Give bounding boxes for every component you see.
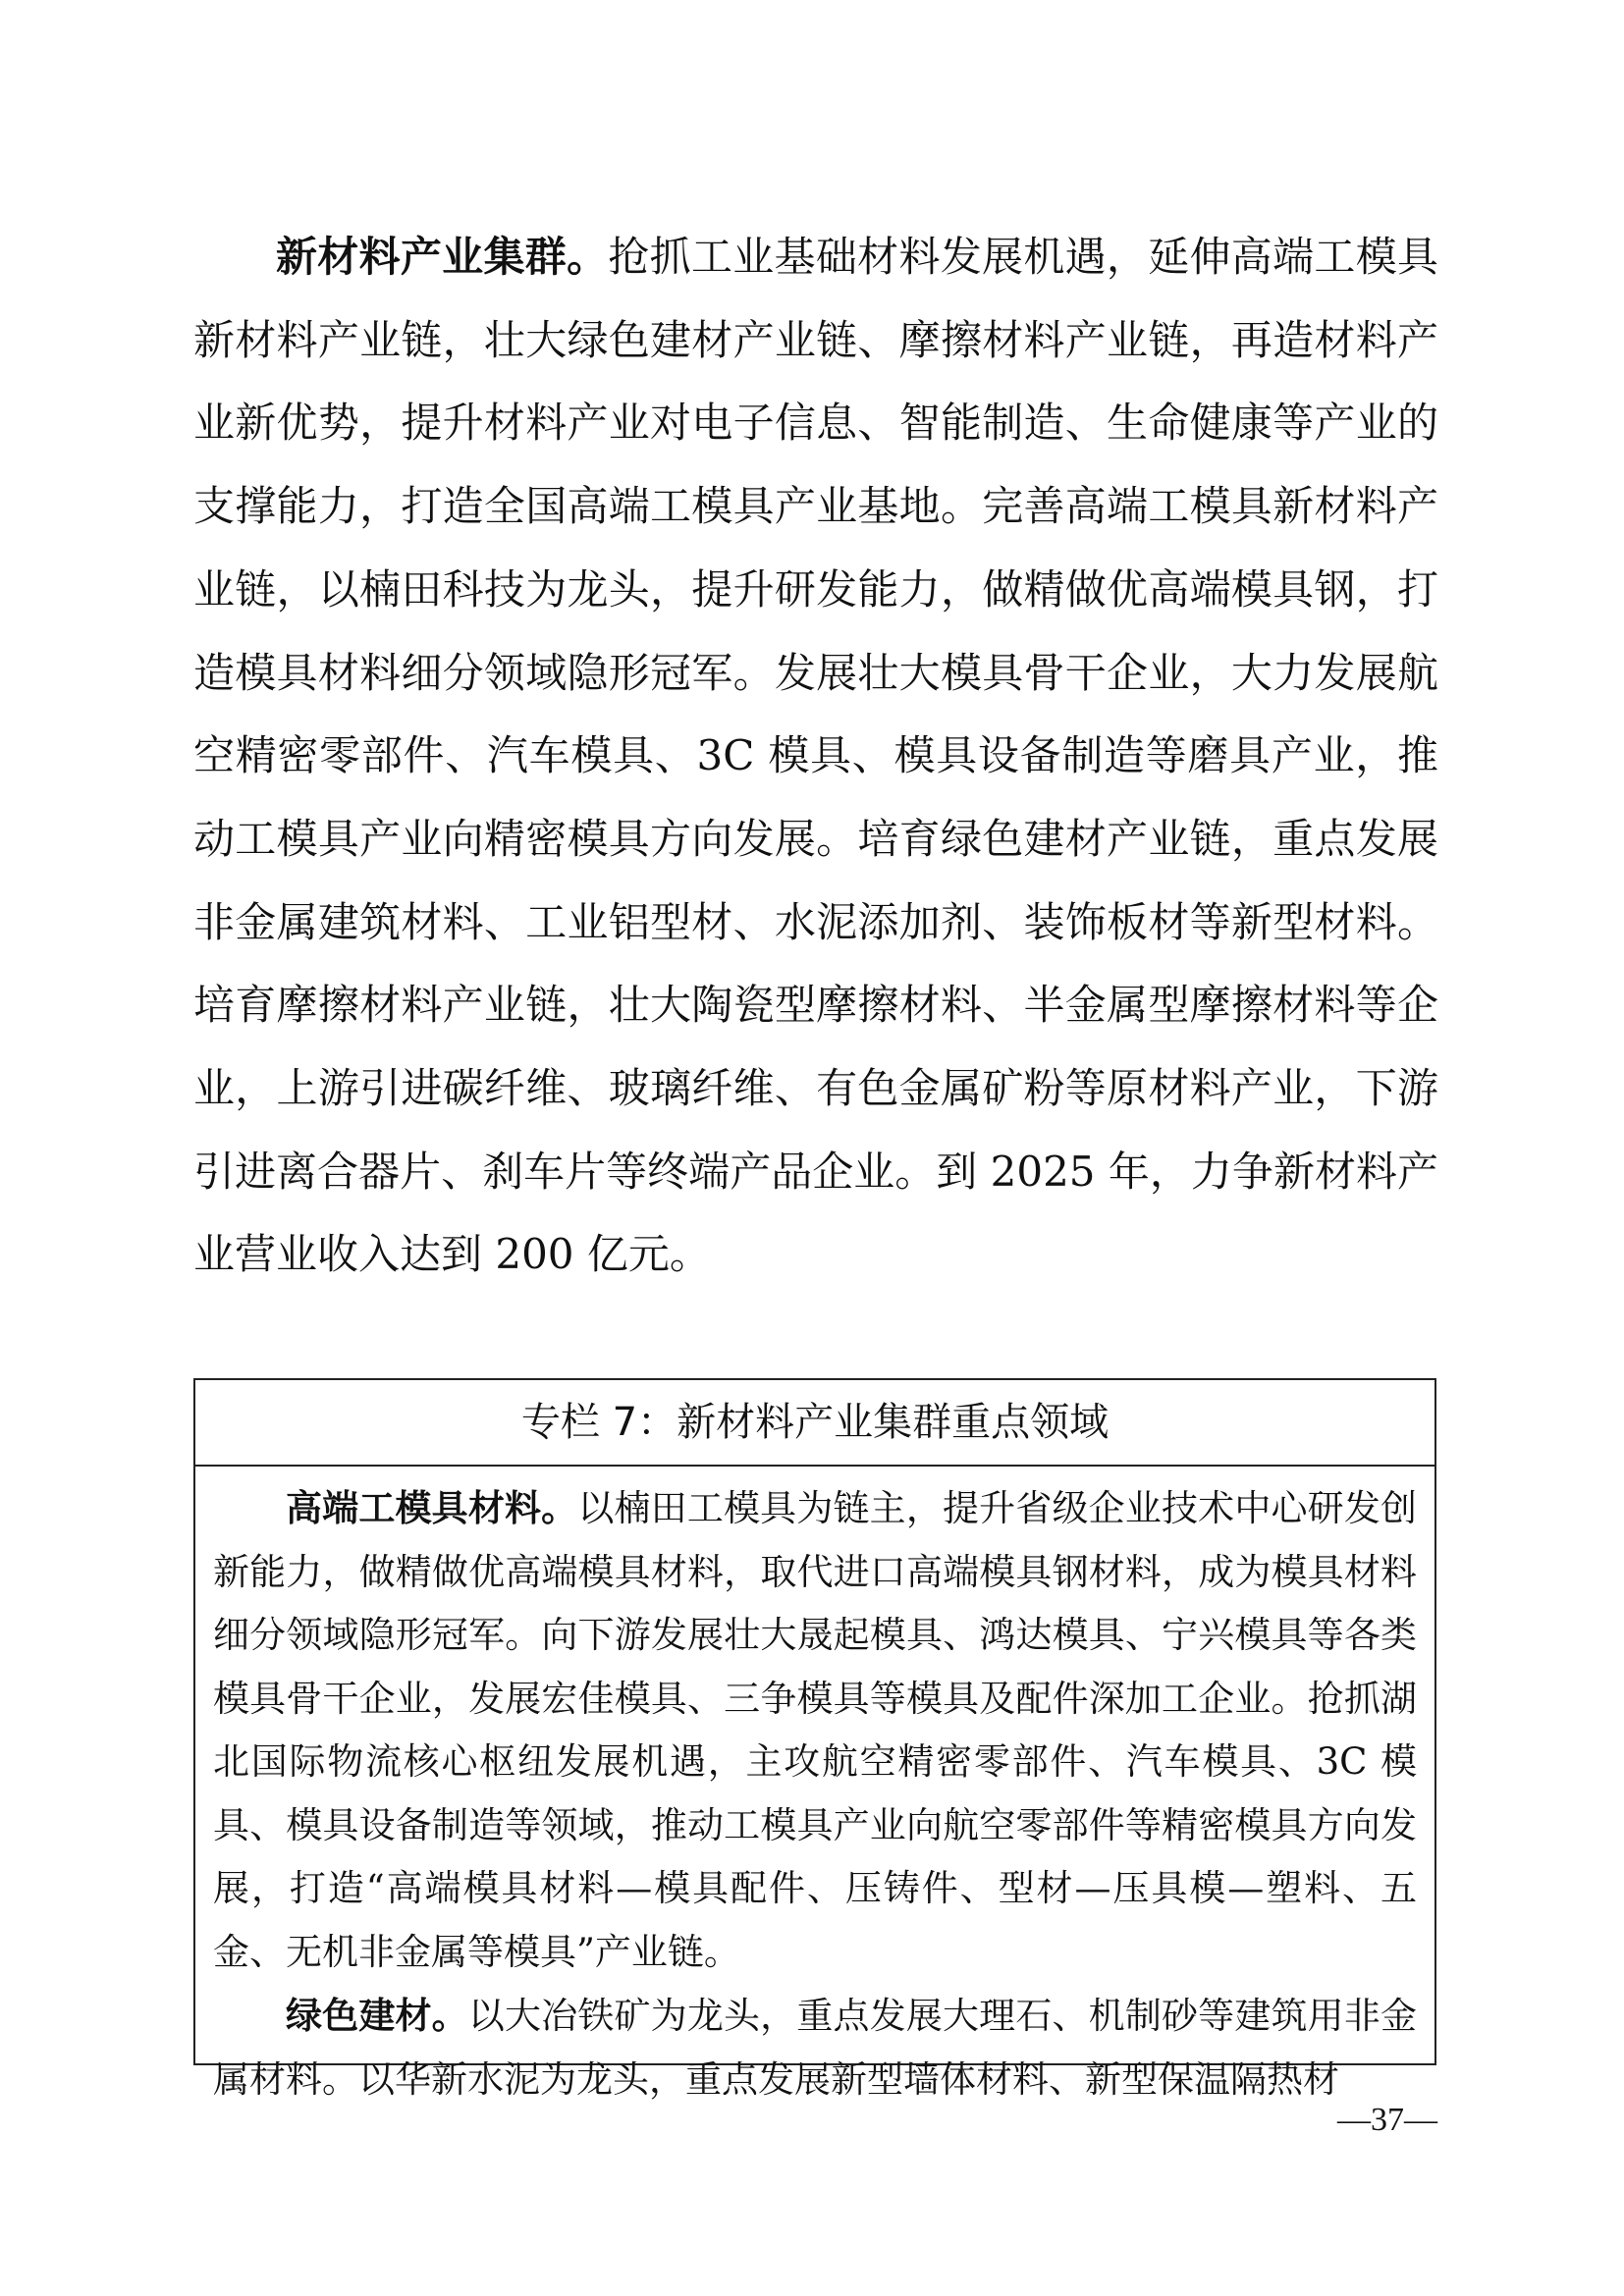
page-number: —37— <box>1337 2102 1437 2138</box>
column-box-title: 专栏 7：新材料产业集群重点领域 <box>195 1380 1435 1467</box>
paragraph-lead: 新材料产业集群。 <box>276 233 609 281</box>
paragraph-new-materials <box>193 216 1438 1297</box>
body-text <box>193 216 1438 1297</box>
box-paragraph-lead: 绿色建材。 <box>286 1994 468 2037</box>
box-paragraph-body: 以大冶铁矿为龙头，重点发展大理石、机制砂等建筑用非金属材料。以华新水泥为龙头，重点发展新型墙体材料、新型保温隔热材 <box>213 1995 1418 2101</box>
column-box <box>193 1378 1436 2101</box>
box-paragraph-body: 以楠田工模具为链主，提升省级企业技术中心研发创新能力，做精做优高端模具材料，取代进口高端模具钢材料，成为模具材料细分领域隐形冠军。向下游发展壮大晟起模具、鸿达模具、宁兴模具等各类模具骨干企业，发展宏佳模具、三争模具等模具及配件深加工企业。抢抓湖北国际物流核心枢纽发展机遇，主攻航空精密零部件、汽车模具、3C 模具、模具设备制造等领域，推动工模具产业向航空零部件等精密模具方向发展，打造“高端模具材料—模具配件、压铸件、型材—压具模—塑料、五金、无机非金属等模具”产业链。 <box>213 1487 1418 1973</box>
box-paragraph-green-building <box>213 1984 1417 2111</box>
paragraph-body: 抢抓工业基础材料发展机遇，延伸高端工模具新材料产业链，壮大绿色建材产业链、摩擦材料产业链，再造材料产业新优势，提升材料产业对电子信息、智能制造、生命健康等产业的支撑能力，打造全国高端工模具产业基地。完善高端工模具新材料产业链，以楠田科技为龙头，提升研发能力，做精做优高端模具钢，打造模具材料细分领域隐形冠军。发展壮大模具骨干企业，大力发展航空精密零部件、汽车模具、3C 模具、模具设备制造等磨具产业，推动工模具产业向精密模具方向发展。培育绿色建材产业链，重点发展非金属建筑材料、工业铝型材、水泥添加剂、装饰板材等新型材料。培育摩擦材料产业链，壮大陶瓷型摩擦材料、半金属型摩擦材料等企业，上游引进碳纤维、玻璃纤维、有色金属矿粉等原材料产业，下游引进离合器片、刹车片等终端产品企业。到 2025 年，力争新材料产业营业收入达到 200 亿元。 <box>193 233 1438 1279</box>
box-paragraph-lead: 高端工模具材料。 <box>286 1486 578 1529</box>
column-box-body <box>195 1467 1435 2111</box>
box-paragraph-high-end-tooling <box>213 1476 1417 1984</box>
